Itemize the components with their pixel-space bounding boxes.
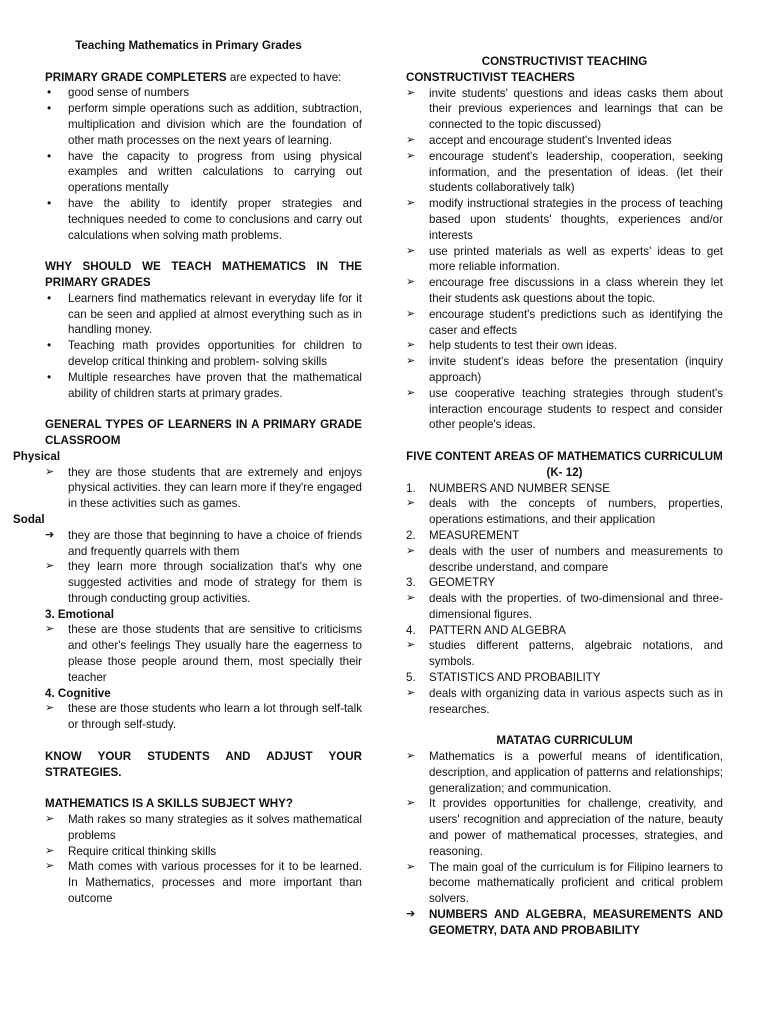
list-item: • have the capacity to progress from using physical examples and written calculations to carrying out operations mentally [45,149,362,196]
area-item: 2. MEASUREMENT [406,528,520,542]
list-item: ➢ accept and encourage student's Invented ideas [406,133,723,149]
list-item: ➢ deals with the user of numbers and measurements to describe understand, and compare [406,544,723,576]
right-column [406,54,723,939]
list-item: ➢ encourage student's predictions such as identifying the caser and effects [406,307,723,339]
type-social-label: Sodal [13,512,45,526]
list-item: ➢ deals with the properties. of two-dimensional and three-dimensional figures. [406,591,723,623]
area-item: 5. STATISTICS AND PROBABILITY [406,671,601,685]
list-item: ➢ studies different patterns, algebraic notations, and symbols. [406,638,723,670]
completers-heading-bold: PRIMARY GRADE COMPLETERS [45,70,227,84]
skills-heading: MATHEMATICS IS A SKILLS SUBJECT WHY? [45,797,293,811]
matatag-list [406,749,723,939]
list-item: ➔ they are those that beginning to have a choice of friends and frequently quarrels with them [45,528,362,560]
list-item: ➢ Require critical thinking skills [45,844,362,860]
list-item: ➢ It provides opportunities for challenge, creativity, and users' recognition and appreciation of the nature, beauty and power of mathematical processes, strategies, and reasoning. [406,796,723,859]
skills-list [45,812,362,907]
area-item: 1. NUMBERS AND NUMBER SENSE [406,481,611,495]
list-item: ➢ invite students' questions and ideas casks them about their previous experiences and learnings that can be connected to the topic discussed) [406,86,723,133]
list-item: • Teaching math provides opportunities for children to develop critical thinking and problem- solving skills [45,338,362,370]
left-column [13,38,362,907]
list-item: ➢ use printed materials as well as experts' ideas to get more reliable information. [406,244,723,276]
social-list [45,528,362,607]
list-item: ➔ NUMBERS AND ALGEBRA, MEASUREMENTS AND GEOMETRY, DATA AND PROBABILITY [406,907,723,939]
list-item: ➢ Math comes with various processes for it to be learned. In Mathematics, processes and more important than outcome [45,859,362,906]
matatag-title: MATATAG CURRICULUM [496,734,633,748]
constructivist-title: CONSTRUCTIVIST TEACHING [481,55,648,68]
type-physical [13,449,362,465]
list-item: ➢ these are those students who learn a lot through self-talk or through self-study. [45,701,362,733]
list-item: ➢ these are those students that are sensitive to criticisms and other's feelings They usually hare the eagerness to please those people around them, most specially their teacher [45,622,362,685]
know-your-students-heading: KNOW YOUR STUDENTS AND ADJUST YOUR STRATEGIES. [45,749,362,779]
list-item: ➢ deals with organizing data in various aspects such as in researches. [406,686,723,718]
constructivist-list [406,86,723,434]
completers-heading [45,70,362,86]
area-item: 4. PATTERN AND ALGEBRA [406,623,566,637]
five-areas-title: FIVE CONTENT AREAS OF MATHEMATICS CURRICULUM (K- 12) [406,449,723,479]
list-item: • perform simple operations such as addition, subtraction, multiplication and division which are the foundation of other math processes on the next years of learning. [45,101,362,148]
physical-list [45,465,362,512]
list-item: ➢ deals with the concepts of numbers, properties, operations estimations, and their application [406,496,723,528]
cognitive-list [45,701,362,733]
list-item: ➢ use cooperative teaching strategies through student's interaction encourage students to respect and consider other people's ideas. [406,386,723,433]
area-item: 3. GEOMETRY [406,576,496,590]
why-list [45,291,362,402]
list-item: ➢ help students to test their own ideas. [406,338,723,354]
constructivist-subhead: CONSTRUCTIVIST TEACHERS [406,70,575,84]
type-social [13,512,362,528]
type-cognitive-label: 4. Cognitive [45,686,111,700]
list-item: ➢ Math rakes so many strategies as it solves mathematical problems [45,812,362,844]
document-title: Teaching Mathematics in Primary Grades [75,39,302,52]
completers-list [45,85,362,243]
list-item: • have the ability to identify proper strategies and techniques needed to come to conclusions and carry out calculations when solving math problems. [45,196,362,243]
list-item: ➢ encourage free discussions in a class wherein they let their students ask questions about the topic. [406,275,723,307]
why-heading: WHY SHOULD WE TEACH MATHEMATICS IN THE PRIMARY GRADES [45,260,362,289]
list-item: ➢ they are those students that are extremely and enjoys physical activities. they can learn more if they're engaged in these activities such as games. [45,465,362,512]
list-item: ➢ invite student's ideas before the presentation (inquiry approach) [406,354,723,386]
completers-heading-rest: are expected to have: [226,70,342,84]
learner-types-heading: GENERAL TYPES OF LEARNERS IN A PRIMARY GRADE CLASSROOM [45,418,362,447]
list-item: ➢ they learn more through socialization that's why one suggested activities and mode of strategy for them is through conducting group activities. [45,559,362,606]
list-item: ➢ encourage student's leadership, cooperation, seeking information, and the presentation of ideas. (let their students collaboratively talk) [406,149,723,196]
list-item: • Multiple researches have proven that the mathematical ability of children starts at primary grades. [45,370,362,402]
emotional-list [45,622,362,685]
type-emotional-label: 3. Emotional [45,607,114,621]
list-item: ➢ modify instructional strategies in the process of teaching based upon students' thoughts, experiences and/or interests [406,196,723,243]
list-item: • good sense of numbers [45,85,362,101]
list-item: ➢ Mathematics is a powerful means of identification, description, and application of patterns and relationships; generalization; and communication. [406,749,723,796]
list-item: ➢ The main goal of the curriculum is for Filipino learners to become mathematically proficient and critical problem solvers. [406,860,723,907]
list-item: • Learners find mathematics relevant in everyday life for it can be seen and applied at almost everything such as in handling money. [45,291,362,338]
type-physical-label: Physical [13,449,61,463]
